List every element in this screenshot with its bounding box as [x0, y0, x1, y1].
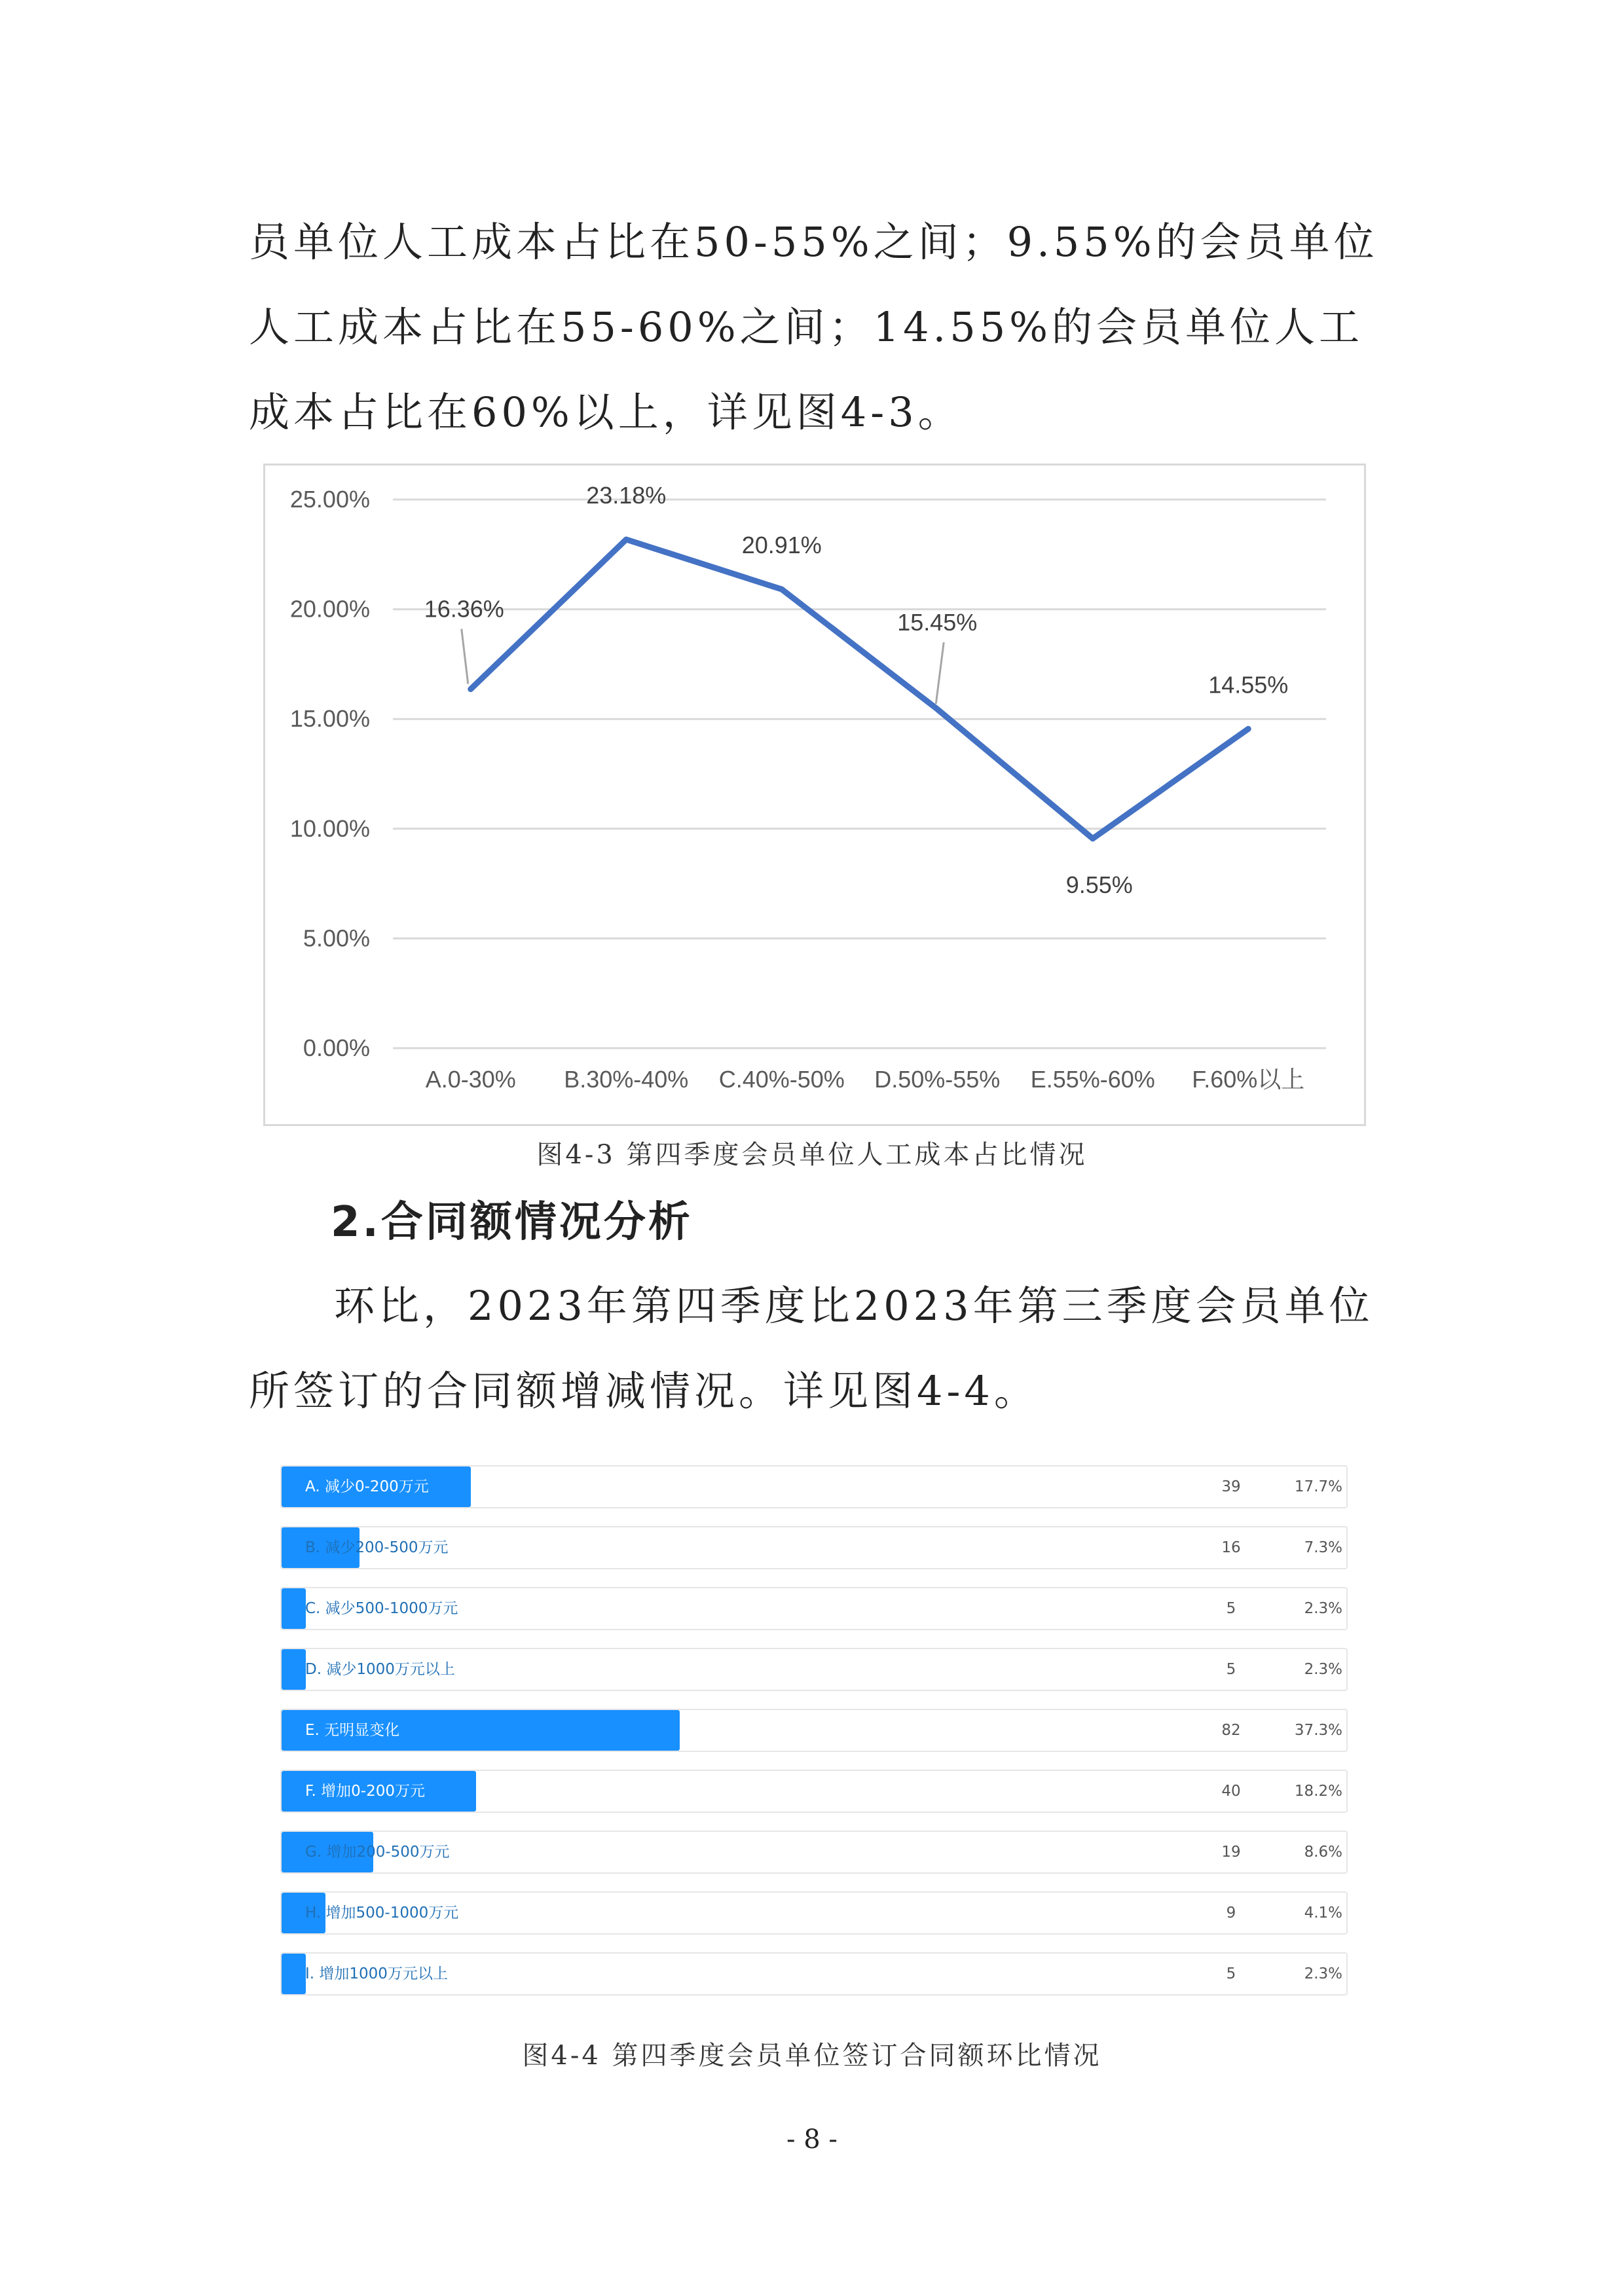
bar-percent: 37.3%	[1294, 1722, 1342, 1739]
line-chart-svg	[265, 465, 1364, 1124]
bar-row	[280, 1891, 1348, 1935]
figure-4-3-chart	[263, 464, 1366, 1126]
x-tick-label: D.50%-55%	[874, 1066, 1001, 1093]
bar-percent: 8.6%	[1304, 1844, 1342, 1861]
bar-count: 82	[1221, 1722, 1241, 1739]
y-tick-label: 10.00%	[289, 814, 370, 842]
data-label: 23.18%	[586, 482, 667, 509]
bar-label: F. 增加0-200万元	[305, 1783, 425, 1800]
data-label: 9.55%	[1065, 871, 1133, 898]
data-label: 15.45%	[897, 609, 978, 636]
bar-fill	[282, 1649, 306, 1690]
bar-label: A. 减少0-200万元	[305, 1478, 429, 1495]
data-point	[781, 589, 783, 590]
bar-percent: 2.3%	[1304, 1600, 1342, 1617]
bar-row	[280, 1587, 1348, 1630]
data-point	[1247, 728, 1249, 729]
bar-count: 39	[1221, 1478, 1241, 1495]
bar-row	[280, 1770, 1348, 1813]
bar-percent: 4.1%	[1304, 1904, 1342, 1922]
y-tick-label: 0.00%	[303, 1034, 370, 1061]
data-label-leader	[462, 629, 468, 684]
bar-row	[280, 1952, 1348, 1995]
bar-label: H. 增加500-1000万元	[305, 1904, 459, 1922]
bar-row	[280, 1831, 1348, 1874]
y-tick-label: 15.00%	[289, 705, 370, 733]
bar-fill	[282, 1954, 306, 1994]
bar-percent: 7.3%	[1304, 1539, 1342, 1556]
bar-row	[280, 1465, 1348, 1508]
bar-count: 5	[1226, 1600, 1236, 1617]
figure-4-3-caption: 图4-3 第四季度会员单位人工成本占比情况	[536, 1140, 1088, 1170]
data-point	[470, 689, 471, 690]
figure-4-4-caption: 图4-4 第四季度会员单位签订合同额环比情况	[522, 2041, 1102, 2071]
bar-count: 19	[1221, 1844, 1241, 1861]
bar-label: D. 减少1000万元以上	[305, 1661, 455, 1678]
y-tick-label: 5.00%	[303, 924, 370, 952]
bar-label: G. 增加200-500万元	[305, 1844, 450, 1861]
bar-percent: 18.2%	[1294, 1783, 1342, 1800]
y-tick-label: 25.00%	[289, 486, 370, 513]
bar-label: I. 增加1000万元以上	[305, 1965, 448, 1982]
bar-row	[280, 1648, 1348, 1691]
data-label-leader	[936, 642, 944, 704]
data-point	[936, 708, 938, 710]
bar-row	[280, 1526, 1348, 1569]
bar-row	[280, 1709, 1348, 1752]
x-tick-label: B.30%-40%	[564, 1066, 689, 1093]
x-tick-label: F.60%以上	[1192, 1066, 1305, 1093]
section-heading: 2.合同额情况分析	[331, 1198, 693, 1247]
bar-count: 5	[1226, 1661, 1236, 1678]
series-line	[471, 539, 1249, 839]
bar-percent: 2.3%	[1304, 1965, 1342, 1982]
bar-fill	[282, 1588, 306, 1629]
section-paragraph: 环比，2023年第四季度比2023年第三季度会员单位所签订的合同额增减情况。详见图4-4。	[249, 1282, 1374, 1415]
data-label: 14.55%	[1208, 671, 1289, 699]
bar-label: C. 减少500-1000万元	[305, 1600, 458, 1617]
data-point	[625, 539, 627, 540]
figure-4-4-bar-list	[280, 1465, 1348, 2013]
x-tick-label: A.0-30%	[425, 1066, 516, 1093]
y-tick-label: 20.00%	[289, 595, 370, 623]
bar-label: E. 无明显变化	[305, 1722, 400, 1739]
bar-label: B. 减少200-500万元	[305, 1539, 449, 1556]
x-tick-label: C.40%-50%	[718, 1066, 845, 1093]
x-tick-label: E.55%-60%	[1030, 1066, 1155, 1093]
intro-paragraph: 员单位人工成本占比在50-55%之间；9.55%的会员单位人工成本占比在55-60%之间；14.55%的会员单位人工成本占比在60%以上，详见图4-3。	[249, 218, 1378, 436]
bar-percent: 17.7%	[1294, 1478, 1342, 1495]
bar-count: 9	[1226, 1904, 1236, 1922]
bar-count: 16	[1221, 1539, 1241, 1556]
bar-percent: 2.3%	[1304, 1661, 1342, 1678]
bar-count: 40	[1221, 1783, 1241, 1800]
data-label: 20.91%	[741, 532, 822, 559]
data-point	[1092, 838, 1094, 839]
bar-count: 5	[1226, 1965, 1236, 1982]
data-label: 16.36%	[424, 595, 504, 623]
page-number: - 8 -	[786, 2124, 838, 2155]
